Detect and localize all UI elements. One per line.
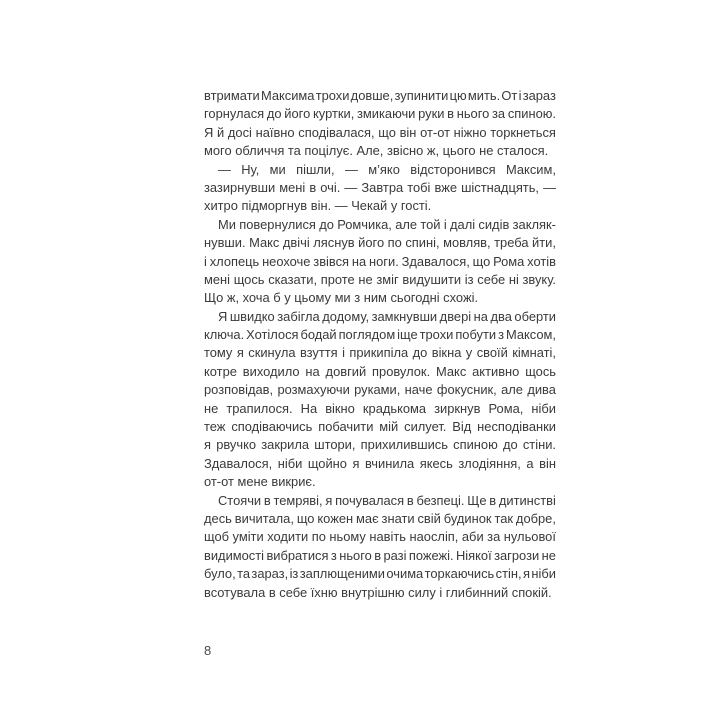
text-line: мені щось сказати, проте не зміг видушити із себе ні звуку.: [204, 271, 556, 287]
text-line: Я й досі наївно сподівалася, що він от-от ніжно торкнеться: [204, 124, 556, 140]
paragraph: [204, 308, 556, 492]
text-line: Стоячи в темряві, я почувалася в безпеці. Ще в дитинстві: [218, 492, 556, 508]
text-line: десь вичитала, що кожен має знати свій будинок так добре,: [204, 510, 556, 526]
text-line: — Ну, ми пішли, — м’яко відсторонився Максим,: [218, 161, 556, 177]
text-line: ключа. Хотілося бодай поглядом іще трохи побути з Максом,: [204, 327, 556, 343]
text-line: всотувала в себе їхню внутрішню силу і глибинний спокій.: [204, 584, 552, 600]
text-line: втримати Максима трохи довше, зупинити цю мить. От і зараз: [204, 88, 556, 103]
text-line: Я швидко забігла додому, замкнувши двері на два оберти: [218, 308, 556, 324]
text-line: теж сподіваючись побачити мій силует. Від несподіванки: [204, 419, 556, 435]
paragraph: [204, 161, 556, 216]
text-line: видимості вибратися з нього в разі пожежі. Ніякої загрози не: [204, 547, 556, 563]
text-line: зазирнувши мені в очі. — Завтра тобі вже шістнадцять, —: [204, 179, 556, 195]
text-line: мого обличчя та поцілує. Але, звісно ж, цього не сталося.: [204, 143, 549, 159]
paragraph: [204, 216, 556, 308]
paragraph: [204, 87, 556, 161]
text-line: не трапилося. На вікно крадькома зиркнув Рома, ніби: [204, 400, 556, 416]
page-number: 8: [204, 643, 212, 658]
text-line: Що ж, хоча б у цьому ми з ним сьогодні схожі.: [204, 290, 479, 306]
text-line: от-от мене викриє.: [204, 474, 316, 490]
text-line: я рвучко закрила штори, прихилившись спиною до стіни.: [204, 437, 556, 453]
text-line: розповідав, розмахуючи руками, наче фокусник, але дива: [204, 382, 556, 398]
text-line: горнулася до його куртки, змикаючи руки в нього за спиною.: [204, 106, 556, 122]
text-line: хитро підморгнув він. — Чекай у гості.: [204, 198, 432, 214]
text-line: Ми повернулися до Ромчика, але той і далі сидів закляк-: [218, 216, 556, 232]
text-line: котре виходило на довгий провулок. Макс активно щось: [204, 363, 556, 379]
text-line: тому я скинула взуття і прикипіла до вікна у своїй кімнаті,: [204, 345, 556, 361]
text-line: Здавалося, ніби щойно я вчинила якесь злодіяння, а він: [204, 455, 556, 471]
text-line: щоб уміти ходити по ньому навіть наосліп, аби за нульової: [204, 529, 556, 545]
text-block: [204, 87, 556, 602]
text-line: нувши. Макс двічі ляснув його по спині, мовляв, треба йти,: [204, 235, 556, 251]
paragraph: [204, 492, 556, 602]
text-line: було, та зараз, із заплющеними очима торкаючись стін, я ніби: [204, 566, 556, 582]
text-line: і хлопець неохоче звівся на ноги. Здавалося, що Рома хотів: [204, 253, 556, 269]
